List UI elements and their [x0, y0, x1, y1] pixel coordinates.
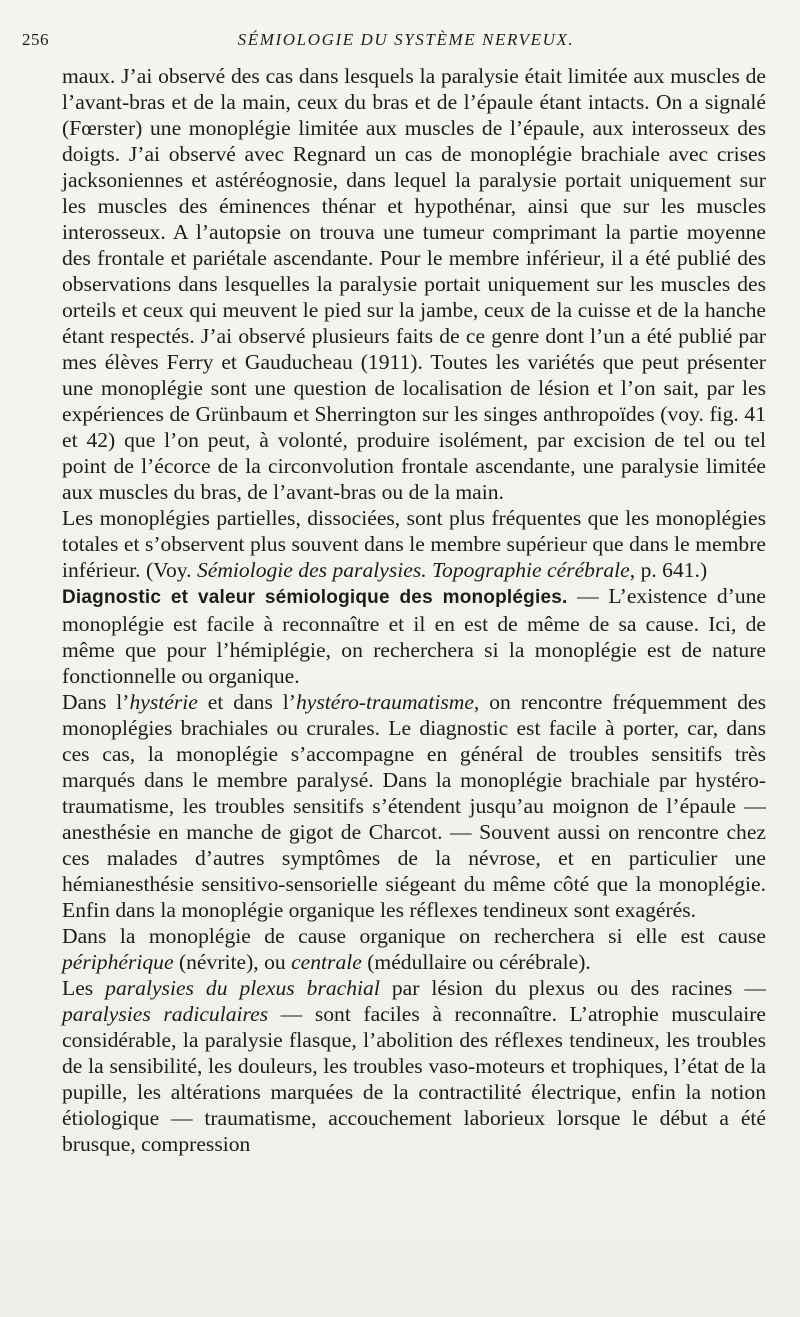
paragraph-3 [62, 583, 766, 689]
page-number: 256 [22, 30, 49, 49]
paragraph-6-term-plexus-brachial: paralysies du plexus brachial [105, 976, 380, 1000]
paragraph-6-term-radiculaires: paralysies radiculaires [62, 1002, 269, 1026]
paragraph-4 [62, 689, 766, 923]
running-title: SÉMIOLOGIE DU SYSTÈME NERVEUX. [237, 30, 575, 49]
section-heading: Diagnostic et valeur sémiologique des monoplégies. [62, 587, 568, 608]
body-text [62, 63, 766, 1157]
paragraph-5-term-centrale: centrale [291, 950, 362, 974]
paragraph-2-reference: Sémiologie des paralysies. Topographie cérébrale [196, 558, 630, 582]
paragraph-6-text-b: par lésion du plexus ou des racines — [379, 976, 766, 1000]
paragraph-4-text-b: et dans l’ [197, 690, 296, 714]
paragraph-2 [62, 505, 766, 583]
paragraph-1 [62, 63, 766, 505]
paragraph-4-term-hystero-traumatisme: hystéro-traumatisme [295, 690, 474, 714]
paragraph-4-text-a: Dans l’ [62, 690, 130, 714]
paragraph-2-text: Les monoplégies partielles, dissociées, sont plus fréquentes que les monoplégies totales et s’observent plus souvent dans le membre supérieur que dans le membre inférieur. (Voy. [62, 506, 766, 582]
paragraph-3-text: — L’existence d’une monoplégie est facile à reconnaître et il en est de même de sa cause. Ici, de même que pour l’hémiplégie, on recherchera si la monoplégie est de nature fonctionnelle ou organique. [62, 584, 766, 688]
paragraph-6 [62, 975, 766, 1157]
paragraph-5-text-a: Dans la monoplégie de cause organique on recherchera si elle est cause [62, 924, 766, 948]
paragraph-5-term-peripherique: périphérique [62, 950, 174, 974]
paragraph-5 [62, 923, 766, 975]
paragraph-5-text-b: (névrite), ou [173, 950, 292, 974]
paragraph-1-text: maux. J’ai observé des cas dans lesquels la paralysie était limitée aux muscles de l’avant-bras et de la main, ceux du bras et de l’épaule étant intacts. On a signalé (Fœrster) une monoplégie limitée aux muscles de l’épaule, aux interosseux des doigts. J’ai observé avec Regnard un cas de monoplégie brachiale avec crises jacksoniennes et astéréognosie, dans lequel la paralysie portait uniquement sur les muscles des éminences thénar et hypothénar, ainsi que sur les muscles interosseux. A l’autopsie on trouva une tumeur comprimant la partie moyenne des frontale et pariétale ascendante. Pour le membre inférieur, il a été publié des observations dans lesquelles la paralysie portait uniquement sur les muscles des orteils et ceux qui meuvent le pied sur la jambe, ceux de la cuisse et de la hanche étant respectés. J’ai observé plusieurs faits de ce genre dont l’un a été publié par mes élèves Ferry et Gauducheau (1911). Toutes les variétés que peut présenter une monoplégie sont une question de localisation de lésion et l’on sait, par les expériences de Grünbaum et Sherrington sur les singes anthropoïdes (voy. fig. 41 et 42) que l’on peut, à volonté, produire isolément, par excision de tel ou tel point de l’écorce de la circonvolution frontale ascendante, une paralysie limitée aux muscles du bras, de l’avant-bras ou de la main. [62, 64, 766, 504]
paragraph-6-text-c: — sont faciles à reconnaître. L’atrophie musculaire considérable, la paralysie flasque, l’abolition des réflexes tendineux, les troubles de la sensibilité, les douleurs, les troubles vaso-moteurs et trophiques, l’état de la pupille, les altérations marquées de la contractilité électrique, enfin la notion étiologique — traumatisme, accouchement laborieux lorsque le début a été brusque, compression [62, 1002, 766, 1156]
paragraph-5-text-c: (médullaire ou cérébrale). [361, 950, 591, 974]
paragraph-6-text-a: Les [62, 976, 106, 1000]
paragraph-2-page-ref: , p. 641.) [629, 558, 708, 582]
paragraph-4-text-c: , on rencontre fréquemment des monoplégies brachiales ou crurales. Le diagnostic est facile à porter, car, dans ces cas, la monoplégie s’accompagne en général de troubles sensitifs très marqués dans le membre paralysé. Dans la monoplégie brachiale par hystéro-traumatisme, les troubles sensitifs s’étendent jusqu’au moignon de l’épaule — anesthésie en manche de gigot de Charcot. — Souvent aussi on rencontre chez ces malades d’autres symptômes de la névrose, et en particulier une hémianesthésie sensitivo-sensorielle siégeant du même côté que la monoplégie. Enfin dans la monoplégie organique les réflexes tendineux sont exagérés. [62, 690, 767, 922]
paragraph-4-term-hysterie: hystérie [129, 690, 198, 714]
page-header [22, 30, 770, 54]
